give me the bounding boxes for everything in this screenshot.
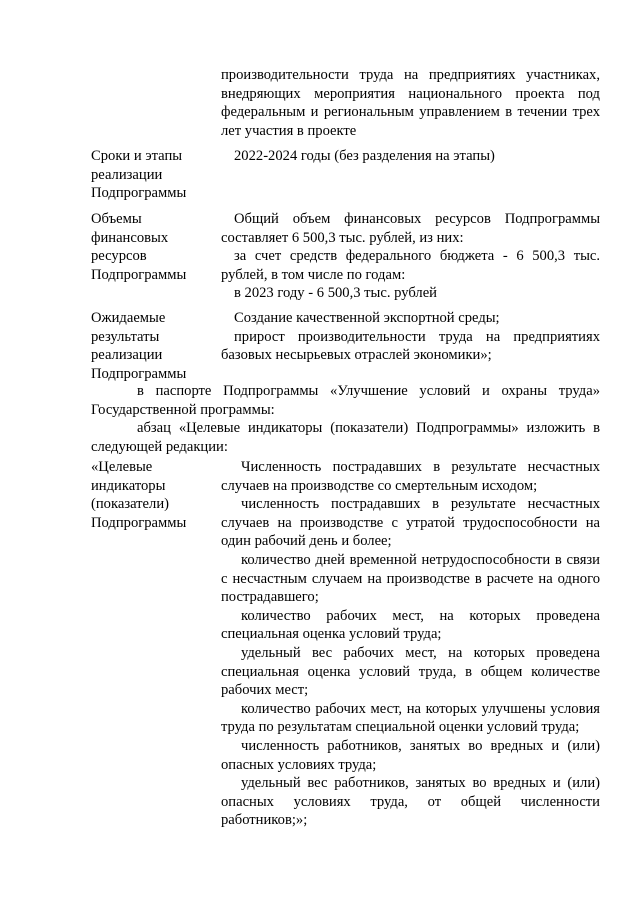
indicator-paragraph: численность пострадавших в результате несчастных случаев на производстве с утратой трудоспособности на один рабочий день и более; (221, 496, 600, 550)
indicator-paragraph: численность работников, занятых во вредных и (или) опасных условиях труда; (221, 737, 600, 773)
row-paragraph: 2022-2024 годы (без разделения на этапы) (234, 148, 495, 164)
row-label-timing: Сроки и этапы реализации Подпрограммы (91, 148, 187, 202)
row-paragraph: в 2023 году - 6 500,3 тыс. рублей (234, 285, 437, 302)
indicator-paragraph: удельный вес работников, занятых во вредных и (или) опасных условиях труда, от общей численности работников;»; (221, 775, 600, 829)
row-value-timing (221, 147, 600, 166)
row-paragraph: за счет средств федерального бюджета - 6 500,3 тыс. рублей, в том числе по годам: (221, 248, 600, 283)
passport-continuation-text (221, 66, 600, 140)
body-text (91, 382, 600, 456)
row-label-indicators: «Целевые индикаторы (показатели) Подпрограммы (91, 459, 187, 531)
row-value-indicators (221, 458, 600, 830)
indicator-paragraph: количество рабочих мест, на которых улучшены условия труда по результатам специальной оценки условий труда; (221, 700, 600, 736)
row-label-funding: Объемы финансовых ресурсов Подпрограммы (91, 211, 187, 283)
body-paragraph: абзац «Целевые индикаторы (показатели) Подпрограммы» изложить в следующей редакции: (91, 420, 600, 455)
row-paragraph: прирост производительности труда на предприятиях базовых несырьевых отраслей экономики»; (221, 328, 600, 364)
row-label-results: Ожидаемые результаты реализации Подпрограммы (91, 310, 187, 382)
row-value-funding (221, 210, 600, 303)
row-paragraph: Общий объем финансовых ресурсов Подпрограммы составляет 6 500,3 тыс. рублей, из них: (221, 211, 600, 246)
indicator-paragraph: удельный вес рабочих мест, на которых проведена специальная оценка условий труда, в общем количестве рабочих мест; (221, 644, 600, 699)
indicator-paragraph: количество рабочих мест, на которых проведена специальная оценка условий труда; (221, 607, 600, 643)
indicator-paragraph: Численность пострадавших в результате несчастных случаев на производстве со смертельным исходом; (221, 459, 600, 494)
row-value-results (221, 309, 600, 365)
indicator-paragraph: количество дней временной нетрудоспособности в связи с несчастным случаем на производстве в расчете на одного пострадавшего; (221, 551, 600, 606)
row-paragraph: Создание качественной экспортной среды; (234, 310, 500, 326)
continuation-paragraph: производительности труда на предприятиях участниках, внедряющих мероприятия национального проекта под федеральным и региональным управлением в течении трех лет участия в проекте (221, 67, 600, 139)
body-paragraph: в паспорте Подпрограммы «Улучшение условий и охраны труда» Государственной программы: (91, 383, 600, 418)
